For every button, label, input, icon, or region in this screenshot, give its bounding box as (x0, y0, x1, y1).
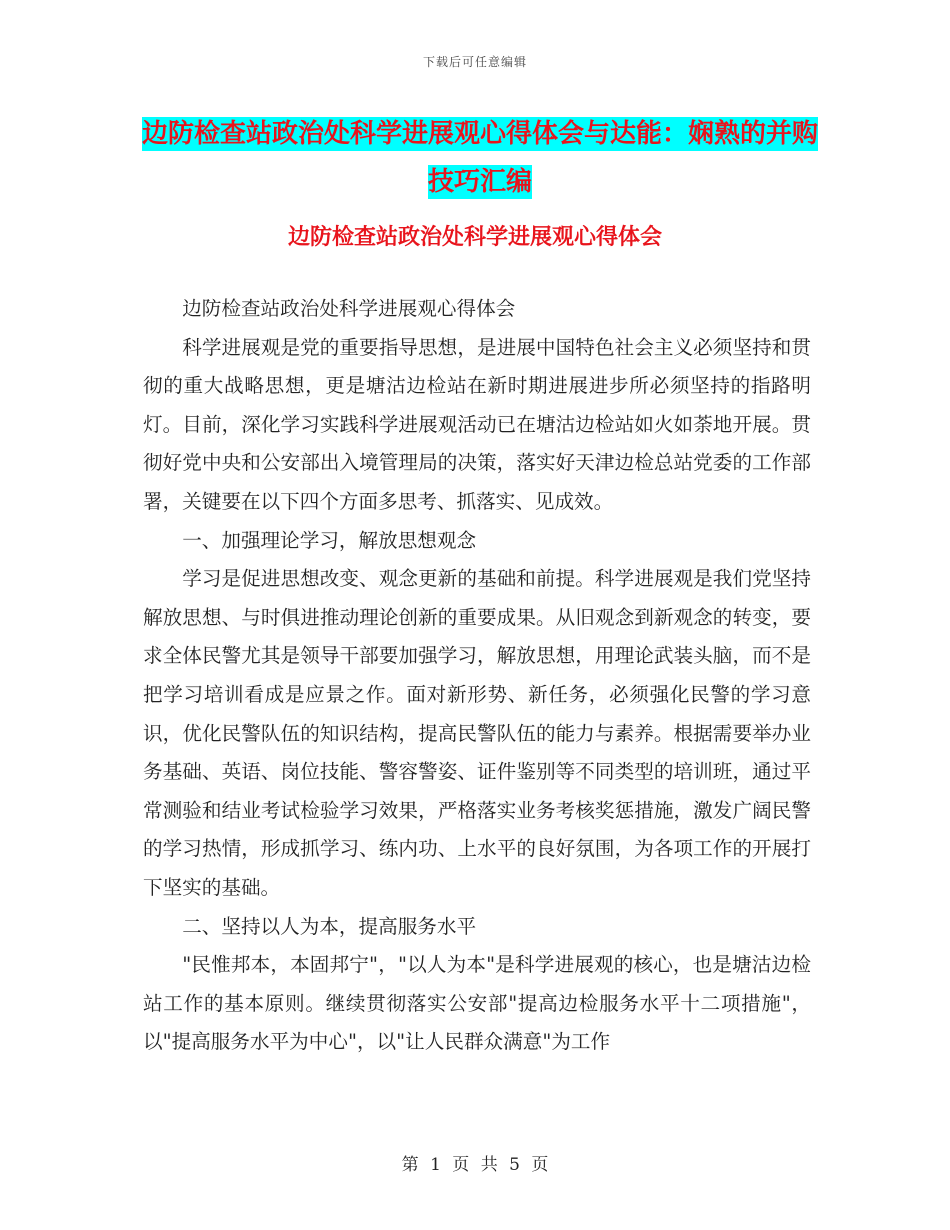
page-total-prefix: 共 (480, 1155, 498, 1175)
section-title: 边防检查站政治处科学进展观心得体会 (287, 225, 662, 250)
page-label-prefix: 第 (401, 1155, 419, 1175)
page-label-mid: 页 (452, 1155, 470, 1175)
page-number-current: 1 (430, 1155, 441, 1175)
header-note: 下载后可任意编辑 (422, 55, 527, 69)
document-title (140, 110, 820, 206)
paragraph-heading-2: 二、坚持以人为本，提高服务水平 (182, 914, 477, 938)
page-footer (0, 1150, 950, 1175)
paragraph-heading-1: 一、加强理论学习，解放思想观念 (182, 528, 477, 552)
paragraph: 科学进展观是党的重要指导思想，是进展中国特色社会主义必须坚持和贯彻的重大战略思想，更是塘沽边检站在新时期进展进步所必须坚持的指路明灯。目前，深化学习实践科学进展观活动已在塘沽边检站如火如荼地开展。贯彻好党中央和公安部出入境管理局的决策，落实好天津边检总站党委的工作部署，关键要在以下四个方面多思考、抓落实、见成效。 (143, 335, 811, 513)
paragraph: "民惟邦本，本固邦宁"，"以人为本"是科学进展观的核心，也是塘沽边检站工作的基本原则。继续贯彻落实公安部"提高边检服务水平十二项措施"，以"提高服务水平为中心"，以"让人民群众满意"为工作 (143, 953, 811, 1054)
paragraph-subtitle: 边防检查站政治处科学进展观心得体会 (182, 297, 516, 320)
body-text (143, 290, 811, 1062)
page-total-suffix: 页 (531, 1155, 549, 1175)
document-title-text: 边防检查站政治处科学进展观心得体会与达能：娴熟的并购技巧汇编 (141, 119, 818, 197)
page-number-total: 5 (509, 1155, 520, 1175)
paragraph: 学习是促进思想改变、观念更新的基础和前提。科学进展观是我们党坚持解放思想、与时俱进推动理论创新的重要成果。从旧观念到新观念的转变，要求全体民警尤其是领导干部要加强学习，解放思想，用理论武装头脑，而不是把学习培训看成是应景之作。面对新形势、新任务，必须强化民警的学习意识，优化民警队伍的知识结构，提高民警队伍的能力与素养。根据需要举办业务基础、英语、岗位技能、警容警姿、证件鉴别等不同类型的培训班，通过平常测验和结业考试检验学习效果，严格落实业务考核奖惩措施，激发广阔民警的学习热情，形成抓学习、练内功、上水平的良好氛围，为各项工作的开展打下坚实的基础。 (143, 567, 811, 899)
